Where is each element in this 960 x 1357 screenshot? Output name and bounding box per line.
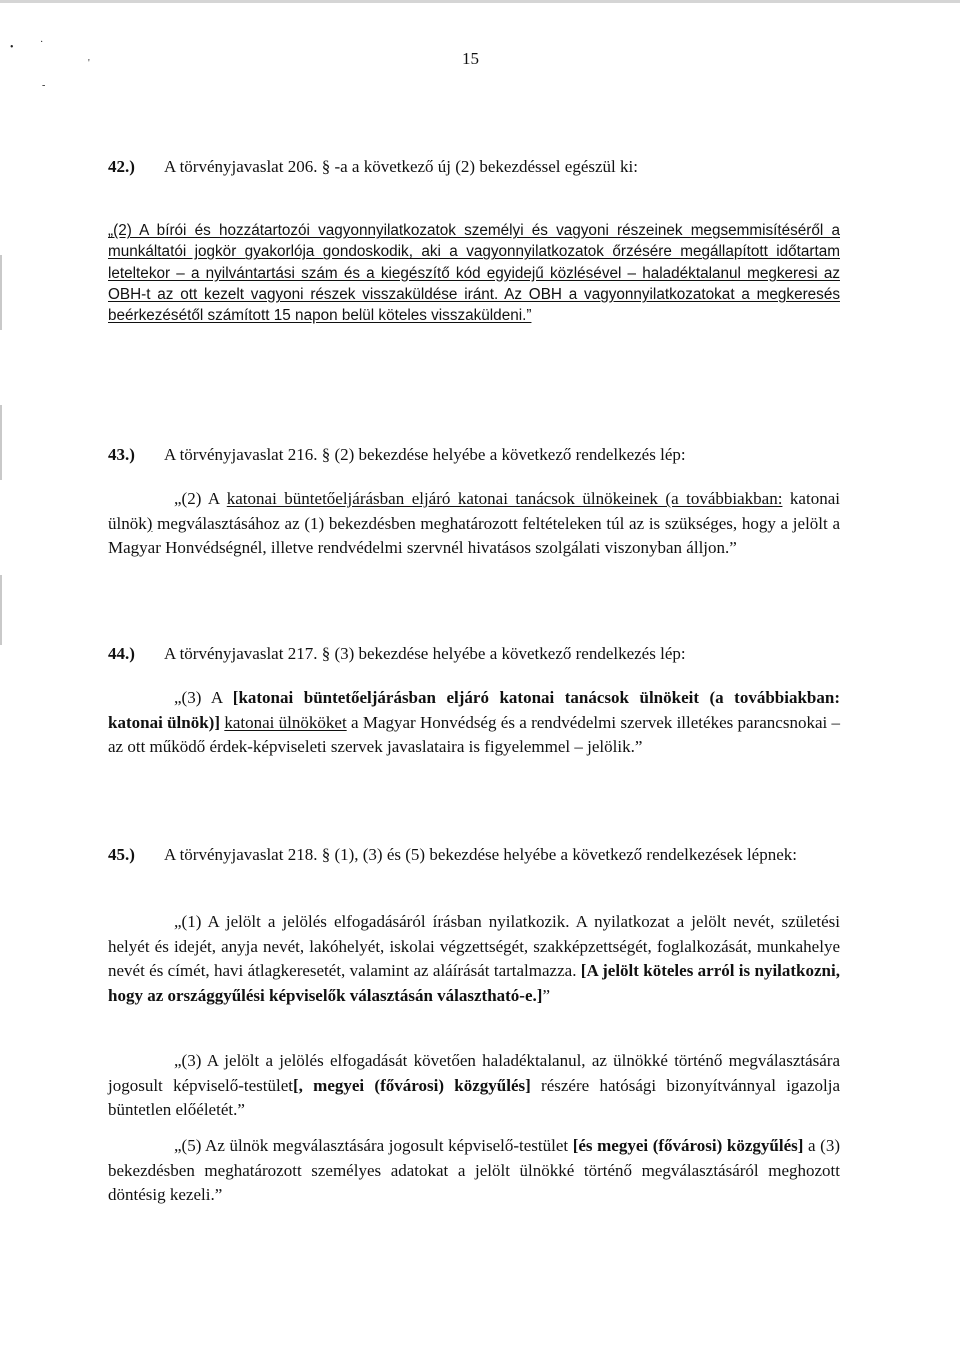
quote-text: részére hatósági bizonyítvánnyal igazolja büntetlen előéletét.” — [108, 1075, 841, 1119]
quote-text: a (3) bekezdésben meghatározott személyes adatokat a jelölt ülnökké történő megválasztásáról meghozott döntésig kezeli.” — [108, 1136, 840, 1204]
item-heading-text: A törvényjavaslat 206. § -a a következő új (2) bekezdéssel egészül ki: — [164, 157, 638, 176]
deleted-text: [és megyei (fővárosi) közgyűlés] — [572, 1136, 804, 1155]
item-43-quote — [108, 487, 840, 561]
scan-mark: ' — [88, 58, 90, 69]
item-44-heading — [108, 642, 686, 666]
scan-mark: • — [10, 42, 14, 53]
quote-text: „(3) A jelölt a jelölés elfogadását követően haladéktalanul, az ülnökké történő megválasztására jogosult képviselő-testület — [108, 1051, 840, 1095]
item-45-paragraph-1 — [108, 910, 840, 1008]
item-number: 45.) — [108, 845, 135, 864]
quote-text: „(1) A jelölt a jelölés elfogadásáról írásban nyilatkozik. A nyilatkozat a jelölt nevét, születési helyét és idejét, anyja nevét, lakóhelyét, iskolai végzettségét, szakképzettségét, foglalkozását, munkahelye nevét és címét, havi átlagkeresetét, valamint az aláírását tartalmazza. — [108, 912, 840, 980]
quote-text: a Magyar Honvédség és a rendvédelmi szervek illetékes parancsnokai – az ott működő érdek-képviseleti szervek javaslataira is figyelemmel – jelölik.” — [108, 712, 841, 756]
item-heading-text: A törvényjavaslat 218. § (1), (3) és (5) bekezdése helyébe a következő rendelkezések lépnek: — [164, 845, 797, 864]
scan-edge-line — [0, 405, 2, 480]
item-45-heading — [108, 843, 840, 867]
quote-text: megválasztásához az (1) bekezdésben meghatározott feltételeken túl az is szükséges, hogy a jelölt a Magyar Honvédségnél, illetve rendvédelmi szervnél hivatásos szolgálati viszonyban álljon.” — [108, 513, 840, 557]
item-heading-text: A törvényjavaslat 216. § (2) bekezdése helyébe a következő rendelkezés lép: — [164, 445, 686, 464]
item-45-paragraph-5 — [108, 1134, 840, 1208]
item-42-heading — [108, 155, 638, 179]
deleted-text: [, megyei (fővárosi) közgyűlés] — [292, 1075, 531, 1095]
quote-text: ” — [542, 985, 550, 1005]
page-number: 15 — [462, 49, 479, 68]
scan-mark: · — [40, 37, 44, 48]
item-43-heading — [108, 443, 686, 467]
quote-text: „(5) Az ülnök megválasztására jogosult képviselő-testület — [174, 1136, 573, 1155]
quote-text: „(2) A — [174, 489, 227, 508]
inserted-text: katonai ülnököket — [224, 712, 347, 732]
scan-edge-line — [0, 255, 2, 330]
item-44-quote — [108, 686, 840, 760]
scan-top-rule — [0, 0, 960, 3]
item-number: 42.) — [108, 157, 135, 176]
deleted-text: [katonai büntetőeljárásban eljáró katonai tanácsok ülnökeit (a továbbiakban: katonai ülnök)] — [108, 688, 840, 732]
scan-edge-line — [0, 575, 2, 645]
item-number: 44.) — [108, 644, 135, 663]
quote-text: „(3) A — [174, 688, 233, 707]
item-heading-text: A törvényjavaslat 217. § (3) bekezdése helyébe a következő rendelkezés lép: — [164, 644, 686, 663]
scan-mark: - — [42, 80, 46, 91]
item-45-paragraph-3 — [108, 1049, 840, 1123]
item-42-quote: „(2) A bírói és hozzátartozói vagyonnyilatkozatok személyi és vagyoni részeinek megsemmisítéséről a munkáltatói jogkör gyakorlója gondoskodik, aki a vagyonnyilatkozatok őrzésére megállapított időtartam leteltekor – a nyilvántartási szám és a kiegészítő kód egyidejű közlésével – haladéktalanul megkeresi az OBH-t az ott kezelt vagyoni részek visszaküldése iránt. Az OBH a vagyonnyilatkozatokat a megkeresés beérkezésétől számított 15 napon belül köteles visszaküldeni.” — [108, 222, 840, 325]
struck-text: katonai büntetőeljárásban eljáró katonai tanácsok ülnökeinek (a továbbiakban: — [226, 489, 783, 508]
quote-text: katonai ülnök — [108, 489, 840, 533]
struck-text: ) — [146, 513, 153, 533]
deleted-text: [A jelölt köteles arról is nyilatkozni, hogy az országgyűlési képviselők választásán választható-e.] — [108, 961, 840, 1005]
item-number: 43.) — [108, 445, 135, 464]
